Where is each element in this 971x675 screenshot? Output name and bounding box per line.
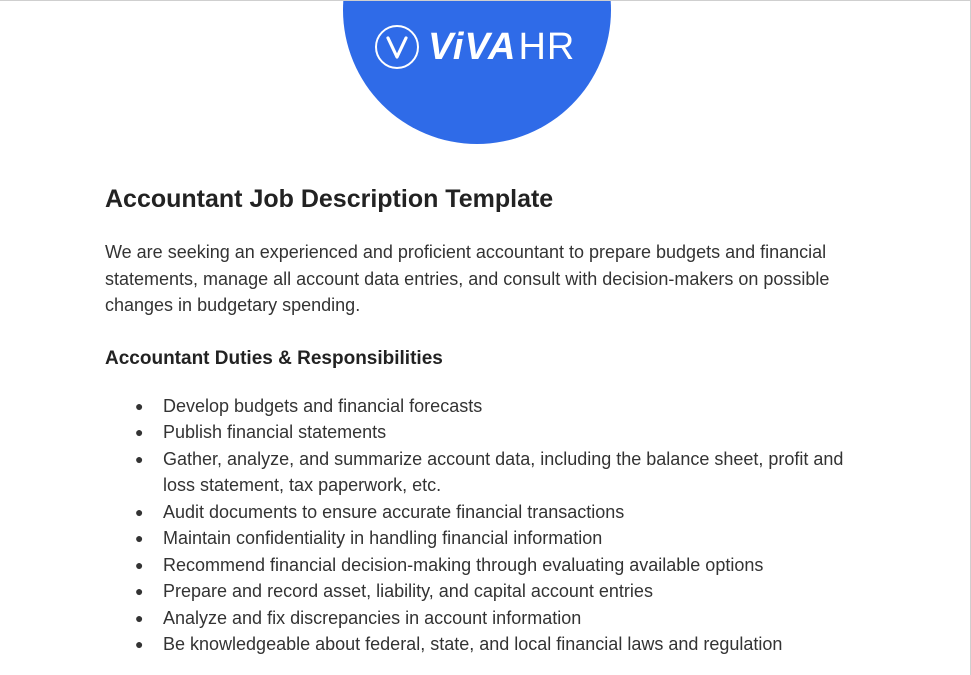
list-item	[135, 393, 865, 420]
list-item	[135, 419, 865, 446]
bullet-icon: ●	[135, 556, 144, 573]
list-item-text: Develop budgets and financial forecasts	[163, 395, 483, 416]
list-item-text: Prepare and record asset, liability, and capital account entries	[163, 581, 653, 601]
bullet-icon: ●	[135, 424, 144, 440]
list-item-text: Analyze and fix discrepancies in account information	[163, 607, 582, 628]
intro-paragraph: We are seeking an experienced and proficient accountant to prepare budgets and financial statements, manage all account data entries, and consult with decision-makers on possible changes in budgetary spending.	[105, 242, 830, 315]
bullet-icon: ●	[135, 609, 144, 626]
list-item-text: Publish financial statements	[163, 422, 387, 442]
list-item	[135, 605, 865, 632]
duties-list	[105, 393, 865, 658]
document-body	[105, 184, 865, 658]
list-item	[135, 525, 865, 552]
list-item	[135, 552, 865, 579]
list-item-text: Gather, analyze, and summarize account data, including the balance sheet, profit and loss statement, tax paperwork, etc.	[163, 448, 844, 495]
bullet-icon: ●	[135, 636, 144, 652]
bullet-icon: ●	[135, 530, 144, 546]
bullet-icon: ●	[135, 583, 144, 599]
viva-hr-logo	[374, 21, 575, 73]
bullet-icon: ●	[135, 450, 144, 467]
page-title: Accountant Job Description Template	[105, 185, 554, 213]
logo-brand-text: ViVA	[428, 26, 517, 68]
viva-v-circle-icon	[374, 24, 420, 70]
list-item-text: Audit documents to ensure accurate financial transactions	[163, 501, 625, 522]
bullet-icon: ●	[135, 503, 144, 520]
list-item	[135, 446, 865, 499]
logo-wordmark	[428, 28, 575, 66]
list-item	[135, 631, 865, 658]
list-item-text: Recommend financial decision-making through evaluating available options	[163, 554, 764, 575]
list-item-text: Maintain confidentiality in handling financial information	[163, 528, 603, 548]
list-item	[135, 578, 865, 605]
list-item-text: Be knowledgeable about federal, state, and local financial laws and regulation	[163, 634, 783, 654]
duties-heading: Accountant Duties & Responsibilities	[105, 347, 443, 369]
logo-suffix-text: HR	[518, 26, 576, 68]
list-item	[135, 499, 865, 526]
bullet-icon: ●	[135, 397, 144, 414]
